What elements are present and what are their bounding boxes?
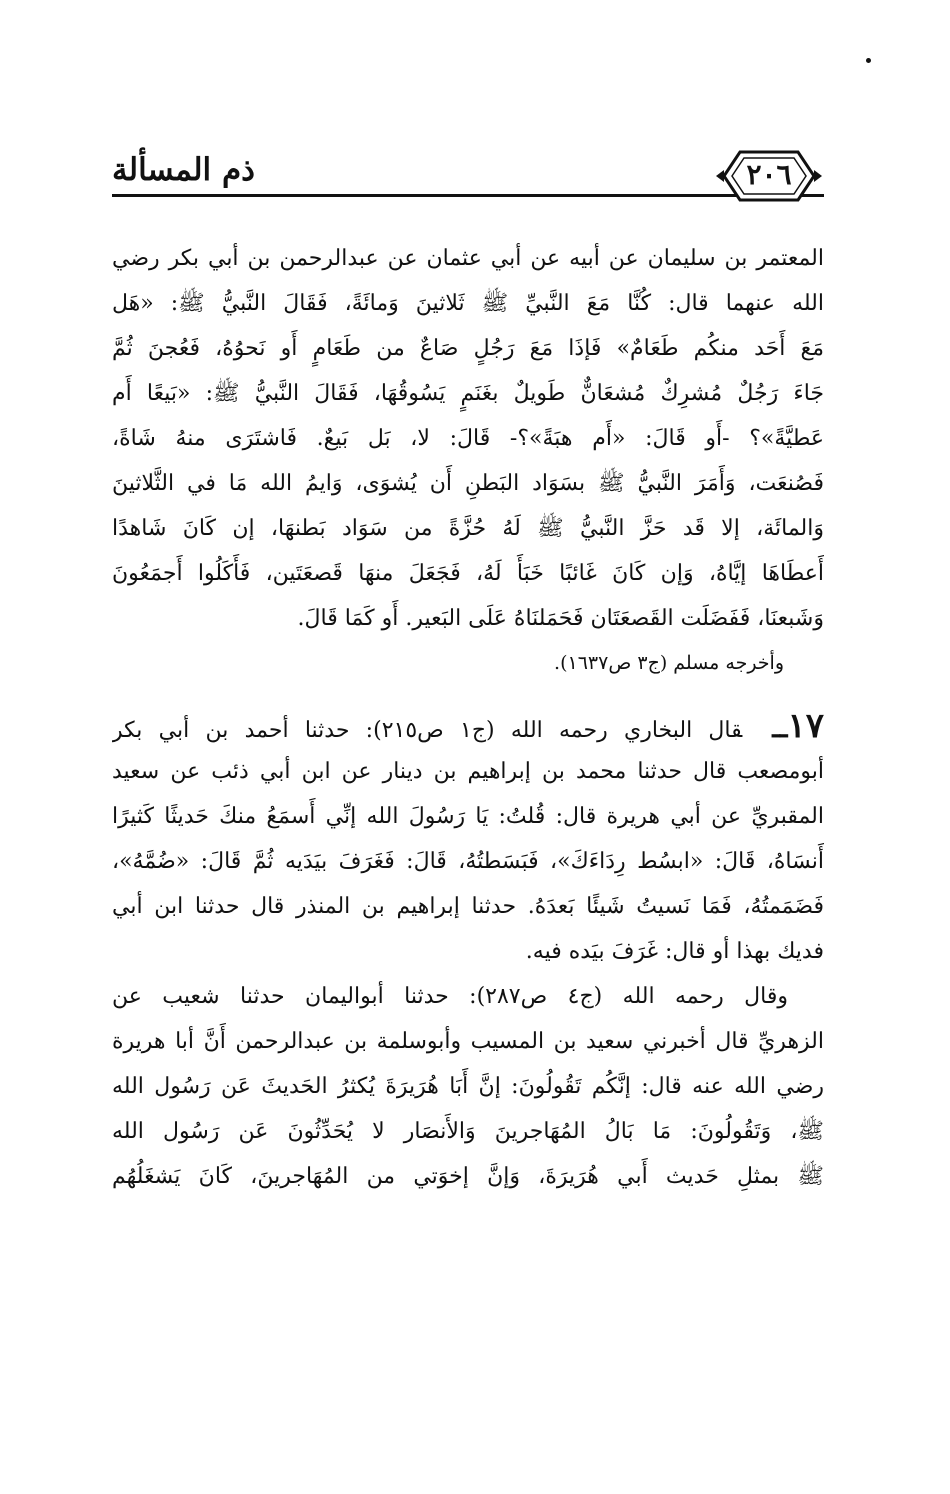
text-line: وَالمائَة، إلا قَد حَزَّ النَّبيُّ ﷺ لَهُ حُزَّةً من سَوَاد بَطنهَا، إن كَانَ شَاهدًا <box>112 516 824 541</box>
page-number-badge <box>714 144 824 208</box>
running-title: ذم المسألة <box>112 152 255 188</box>
text-line: ﷺ، وَتَقُولُونَ: مَا بَالُ المُهَاجرينَ وَالأَنصَار لا يُحَدِّثُونَ عَن رَسُول الله <box>112 1119 824 1144</box>
hadith-first-line: قال البخاري رحمه الله (ج١ ص٢١٥): حدثنا أحمد بن أبي بكر <box>112 718 743 743</box>
text-line: أبومصعب قال حدثنا محمد بن إبراهيم بن دينار عن ابن أبي ذئب عن سعيد <box>112 759 824 784</box>
text-line: أَنسَاهُ، قَالَ: «ابسُط رِدَاءَكَ»، فَبَسَطتُهُ، قَالَ: فَغَرَفَ بيَدَيه ثُمَّ قَالَ: «ضُمَّهُ»، <box>112 849 824 874</box>
source-reference: وأخرجه مسلم (ج٣ ص١٦٣٧). <box>554 652 784 674</box>
page-speck <box>866 58 871 63</box>
text-line: فَضَمَمتُهُ، فَمَا نَسيتُ شَيئًا بَعدَهُ. حدثنا إبراهيم بن المنذر قال حدثنا ابن أبي <box>112 894 824 919</box>
text-line: فديك بهذا أو قال: غَرَفَ بيَده فيه. <box>525 939 824 964</box>
text-line: أَعطَاهَا إيَّاهُ، وَإن كَانَ غَائبًا خَبَأَ لَهُ، فَجَعَلَ منهَا قَصعَتَين، فَأَكَلُوا أَجمَعُونَ <box>112 561 824 586</box>
text-line: رضي الله عنه قال: إنَّكُم تَقُولُونَ: إنَّ أَبَا هُرَيرَةَ يُكثرُ الحَديثَ عَن رَسُول الله <box>112 1074 824 1099</box>
text-line: الزهريِّ قال أخبرني سعيد بن المسيب وأبوسلمة بن عبدالرحمن أَنَّ أبا هريرة <box>112 1029 824 1054</box>
text-line: المقبريِّ عن أبي هريرة قال: قُلتُ: يَا رَسُولَ الله إنِّي أَسمَعُ منكَ حَديثًا كَثيرًا <box>112 804 824 829</box>
text-line: فَصُنعَت، وَأَمَرَ النَّبيُّ ﷺ بسَوَاد البَطنِ أَن يُشوَى، وَايمُ الله مَا في الثَّلاثينَ <box>112 471 824 496</box>
page-header <box>112 150 824 210</box>
text-line: مَعَ أَحَد منكُم طَعَامٌ» فَإذَا مَعَ رَجُلٍ صَاعٌ من طَعَامٍ أَو نَحوُهُ، فَعُجنَ ثُمَّ <box>112 336 824 361</box>
page-body <box>112 236 824 1199</box>
text-line: المعتمر بن سليمان عن أبيه عن أبي عثمان عن عبدالرحمن بن أبي بكر رضي <box>112 246 824 271</box>
hadith-heading-line <box>112 704 824 749</box>
hadith-number: ١٧ <box>787 706 824 746</box>
text-line: عَطيَّةً»؟ -أَو قَالَ: «أَم هبَةً»؟- قَالَ: لا، بَل بَيعٌ. فَاشتَرَى منهُ شَاةً، <box>112 426 824 451</box>
text-line: ﷺ بمثلِ حَديث أَبي هُرَيرَةَ، وَإنَّ إخوَتي من المُهَاجرينَ، كَانَ يَشغَلُهُم <box>112 1164 824 1189</box>
text-line: جَاءَ رَجُلٌ مُشرِكٌ مُشعَانٌّ طَويلٌ بغَنَمٍ يَسُوقُهَا، فَقَالَ النَّبيُّ ﷺ: «بَيعًا أَم <box>112 381 824 406</box>
paragraph-first-line: وقال رحمه الله (ج٤ ص٢٨٧): حدثنا أبواليمان حدثنا شعيب عن <box>112 984 788 1009</box>
hadith-dash: ــ <box>772 714 788 744</box>
page-number: ٢٠٦ <box>746 158 792 191</box>
text-line: وَشَبعنَا، فَفَضَلَت القَصعَتَان فَحَمَلنَاهُ عَلَى البَعير. أَو كَمَا قَالَ. <box>297 606 824 631</box>
text-line: الله عنهما قال: كُنَّا مَعَ النَّبيِّ ﷺ ثَلاثينَ وَمائَةً، فَقَالَ النَّبيُّ ﷺ: «هَل <box>112 291 824 316</box>
